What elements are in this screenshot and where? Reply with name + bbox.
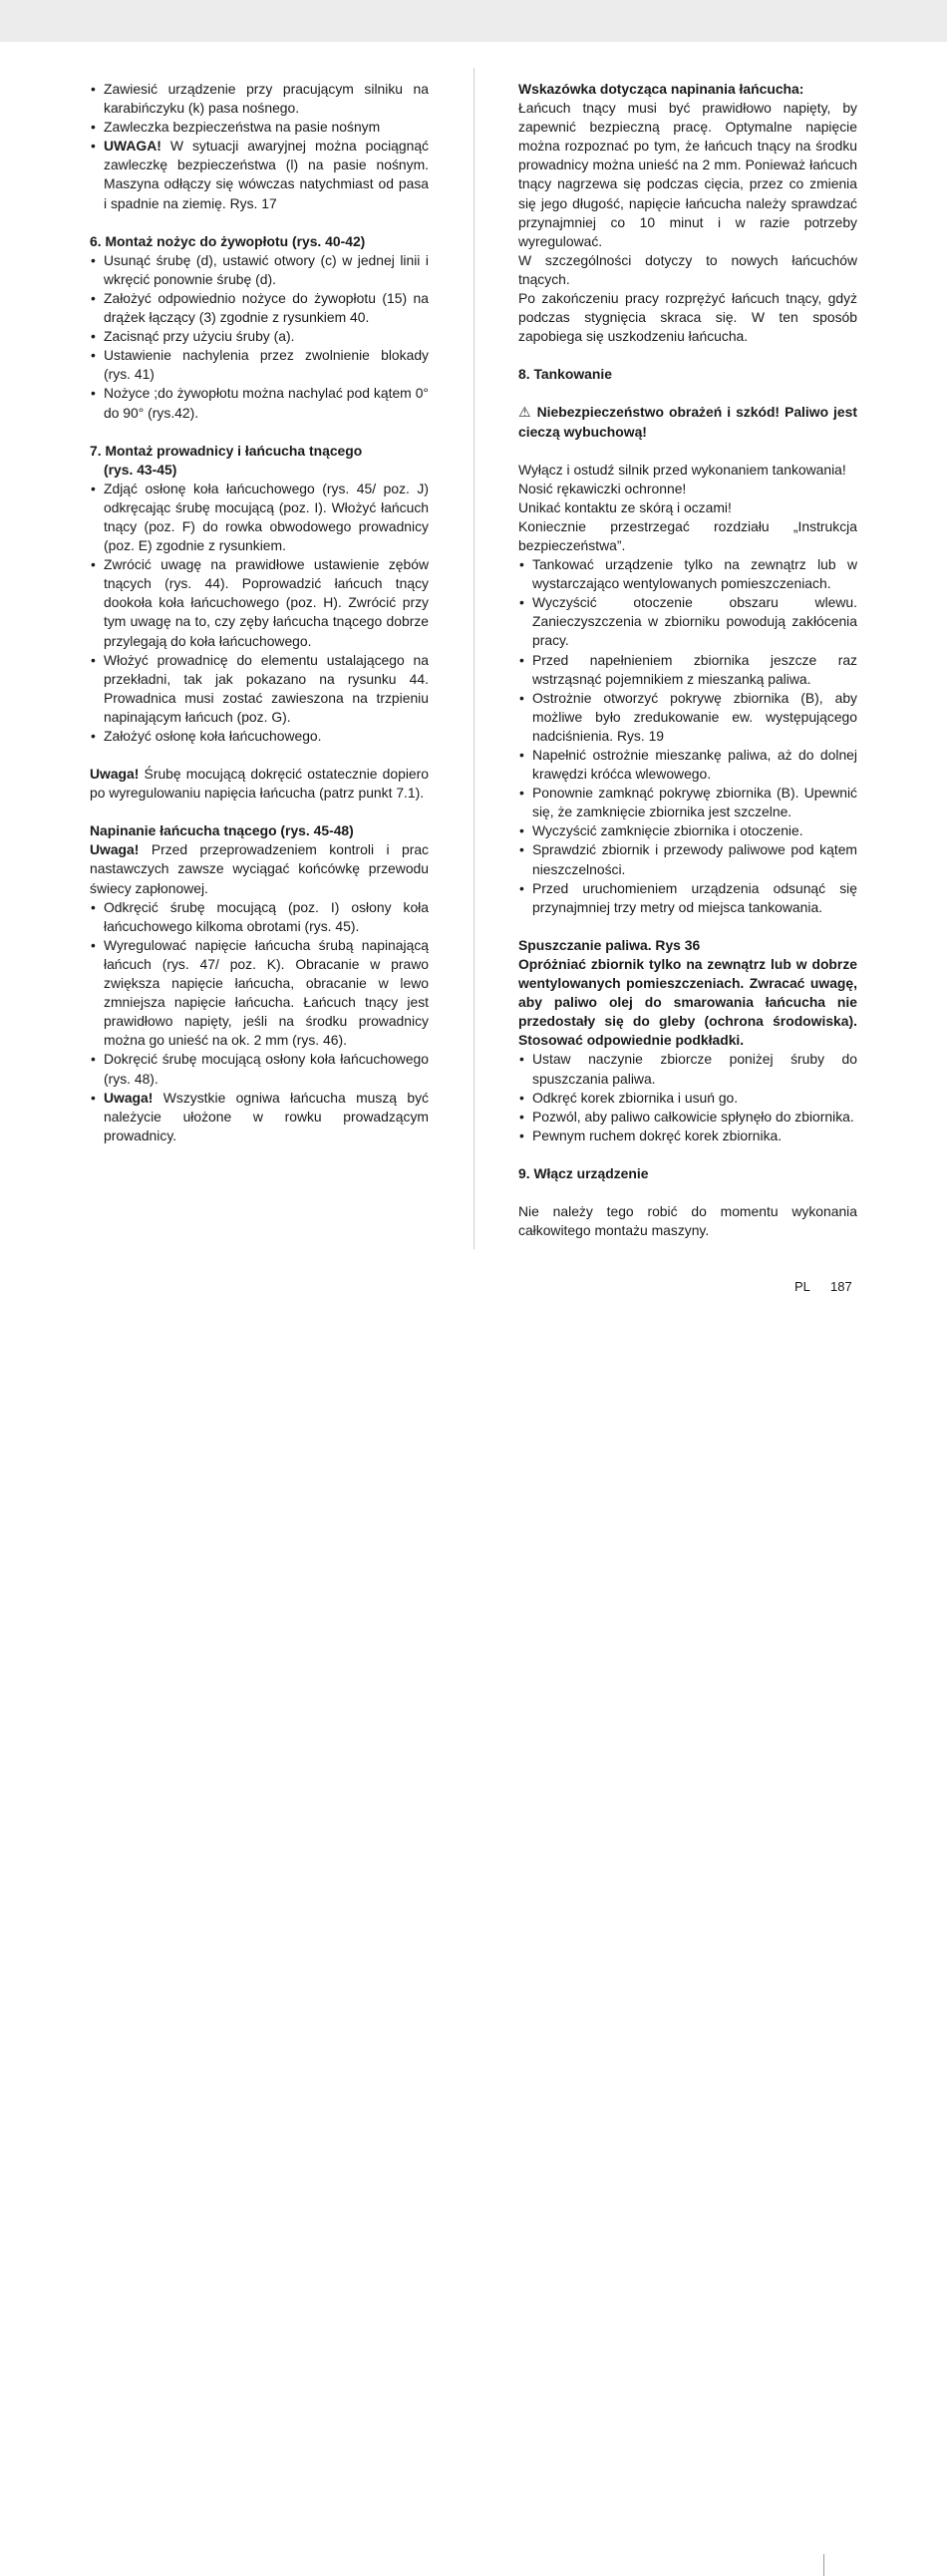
- section-6-title: 6. Montaż nożyc do żywopłotu (rys. 40-42): [90, 232, 366, 249]
- list-item: • Wyregulować napięcie łańcucha śrubą napinającą łańcuch (rys. 47/ poz. K). Obracanie w prawo zwiększa napięcie łańcucha, obracanie w lewo zmniejsza napięcie łańcucha. Łańcuch tnący jest prawidłowo napięty, jeśli na środku prowadnicy można go unieść na ok. 2 mm (rys. 46).: [90, 936, 429, 1051]
- list-item: • Włożyć prowadnicę do elementu ustalającego na przekładni, tak jak pokazano na rysunku 44. Prowadnica musi zostać zawieszona na trzpieniu napinającym łańcuch (poz. G).: [90, 651, 429, 727]
- right-column: [518, 80, 857, 1240]
- section-7-title: 7. Montaż prowadnicy i łańcucha tnącego: [90, 442, 363, 459]
- danger-warning-text: Niebezpieczeństwo obrażeń i szkód! Paliwo jest cieczą wybuchową!: [518, 404, 857, 440]
- section-7-list: [90, 480, 429, 746]
- hint-paragraph: Po zakończeniu pracy rozprężyć łańcuch tnący, gdyż podczas stygnięcia skraca się. W ten sposób zapobiega się uszkodzeniu łańcucha.: [518, 290, 857, 345]
- list-item: • Odkręcić śrubę mocującą (poz. I) osłony koła łańcuchowego kilkoma obrotami (rys. 45).: [90, 898, 429, 936]
- warning-text: W sytuacji awaryjnej można pociągnąć zawleczkę bezpieczeństwa (l) na pasie nośnym. Maszyna odłączy się wówczas natychmiast od pasa i spadnie na ziemię. Rys. 17: [104, 138, 429, 211]
- hint-paragraph: Łańcuch tnący musi być prawidłowo napięty, by zapewnić bezpieczną pracę. Optymalne napięcie można rozpoznać po tym, że łańcuch tnący na środku prowadnicy można unieść na 2 mm. Ponieważ łańcuch tnący nagrzewa się podczas cięcia, przez co zmienia się jego długość, napięcie łańcucha należy sprawdzać przynajmniej co 10 minut i w razie potrzeby wyregulować.: [518, 100, 857, 249]
- chain-tension-list: [90, 898, 429, 1145]
- section-8-list: [518, 555, 857, 917]
- list-item: • Przed uruchomieniem urządzenia odsunąć się przynajmniej trzy metry od miejsca tankowania.: [518, 879, 857, 917]
- footer-separator: [823, 2554, 824, 2576]
- hint-paragraph: W szczególności dotyczy to nowych łańcuchów tnących.: [518, 251, 857, 287]
- list-item: • Ustawienie nachylenia przez zwolnienie blokady (rys. 41): [90, 346, 429, 384]
- list-item: • Nożyce ;do żywopłotu można nachylać pod kątem 0° do 90° (rys.42).: [90, 384, 429, 422]
- section-9-text: Nie należy tego robić do momentu wykonania całkowitego montażu maszyny.: [518, 1202, 857, 1239]
- list-item: • Sprawdzić zbiornik i przewody paliwowe pod kątem nieszczelności.: [518, 840, 857, 878]
- list-item: • Zwrócić uwagę na prawidłowe ustawienie zębów tnących (rys. 44). Poprowadzić łańcuch tnący dookoła koła łańcuchowego (poz. H). Zwrócić przy tym uwagę na to, czy zęby łańcucha tnącego dobrze przylegają do koła łańcuchowego.: [90, 555, 429, 650]
- list-item: • Wyczyścić zamknięcie zbiornika i otoczenie.: [518, 821, 857, 840]
- list-item: • Napełnić ostrożnie mieszankę paliwa, aż do dolnej krawędzi króćca wlewowego.: [518, 746, 857, 784]
- list-item: • Pewnym ruchem dokręć korek zbiornika.: [518, 1127, 857, 1145]
- section-7-subtitle: (rys. 43-45): [104, 461, 177, 478]
- safety-line: Wyłącz i ostudź silnik przed wykonaniem tankowania!: [518, 461, 846, 478]
- drain-warning: Opróżniać zbiornik tylko na zewnątrz lub w dobrze wentylowanych pomieszczeniach. Zwracać uwagę, aby paliwo olej do smarowania łańcucha nie przedostały się do gleby (ochrona środowiska). Stosować odpowiednie podkładki.: [518, 955, 857, 1049]
- section-6-list: [90, 251, 429, 423]
- list-item: • Dokręcić śrubę mocującą osłony koła łańcuchowego (rys. 48).: [90, 1050, 429, 1088]
- section-9-title: 9. Włącz urządzenie: [518, 1164, 649, 1181]
- uwaga-note: [90, 765, 429, 803]
- safety-line: Koniecznie przestrzegać rozdziału „Instrukcja bezpieczeństwa”.: [518, 517, 857, 553]
- warning-label: UWAGA!: [104, 138, 161, 155]
- uwaga-label: Uwaga!: [90, 766, 140, 783]
- list-item: • Ostrożnie otworzyć pokrywę zbiornika (B), aby możliwe było zredukowanie ew. występującego nadciśnienia. Rys. 19: [518, 689, 857, 746]
- list-item: • Zdjąć osłonę koła łańcuchowego (rys. 45/ poz. J) odkręcając śrubę mocującą (poz. I). Włożyć łańcuch tnący (poz. F) do rowka obwodowego prowadnicy (poz. E) zgodnie z rysunkiem.: [90, 480, 429, 555]
- drain-title: Spuszczanie paliwa. Rys 36: [518, 936, 701, 953]
- list-item: • Założyć odpowiednio nożyce do żywopłotu (15) na drążek łączący (3) zgodnie z rysunkiem 40.: [90, 289, 429, 327]
- warning-triangle-icon: ⚠: [518, 404, 532, 421]
- intro-list: [90, 80, 429, 213]
- drain-list: [518, 1050, 857, 1144]
- list-item: • Wyczyścić otoczenie obszaru wlewu. Zanieczyszczenia w zbiorniku powodują zakłócenia pracy.: [518, 593, 857, 650]
- list-item: [90, 1089, 429, 1145]
- list-item: • Ustaw naczynie zbiorcze poniżej śruby do spuszczania paliwa.: [518, 1050, 857, 1088]
- top-header-band: [0, 0, 947, 42]
- danger-warning: [518, 403, 857, 441]
- list-item: • Zacisnąć przy użyciu śruby (a).: [90, 327, 429, 346]
- list-item: • Zawiesić urządzenie przy pracującym silniku na karabińczyku (k) pasa nośnego.: [90, 80, 429, 118]
- uwaga-label: Uwaga!: [90, 841, 140, 858]
- chain-tension-note: [90, 840, 429, 897]
- uwaga-text: Przed przeprowadzeniem kontroli i prac nastawczych zawsze wyciągać końcówkę przewodu świecy zapłonowej.: [90, 841, 429, 896]
- list-item: • Przed napełnieniem zbiornika jeszcze raz wstrząsnąć pojemnikiem z mieszanką paliwa.: [518, 651, 857, 689]
- chain-tension-title: Napinanie łańcucha tnącego (rys. 45-48): [90, 822, 354, 839]
- list-item: • Założyć osłonę koła łańcuchowego.: [90, 727, 429, 746]
- safety-line: Unikać kontaktu ze skórą i oczami!: [518, 498, 732, 515]
- section-8-title: 8. Tankowanie: [518, 366, 612, 383]
- list-item: • Odkręć korek zbiornika i usuń go.: [518, 1089, 857, 1108]
- language-code: PL: [794, 1279, 810, 1294]
- safety-line: Nosić rękawiczki ochronne!: [518, 480, 687, 496]
- list-item: [90, 137, 429, 212]
- list-item: • Usunąć śrubę (d), ustawić otwory (c) w jednej linii i wkręcić ponownie śrubę (d).: [90, 251, 429, 289]
- uwaga-text: Śrubę mocującą dokręcić ostatecznie dopiero po wyregulowaniu napięcia łańcucha (patrz punkt 7.1).: [90, 766, 429, 802]
- list-item: • Tankować urządzenie tylko na zewnątrz lub w wystarczająco wentylowanych pomieszczeniach.: [518, 555, 857, 593]
- page-number: 187: [830, 1279, 852, 1294]
- list-item: • Ponownie zamknąć pokrywę zbiornika (B). Upewnić się, że zamknięcie zbiornika jest szczelne.: [518, 784, 857, 821]
- uwaga-label: Uwaga!: [104, 1089, 154, 1106]
- left-column: [90, 80, 429, 1145]
- list-item: • Pozwól, aby paliwo całkowicie spłynęło do zbiornika.: [518, 1108, 857, 1127]
- list-item: • Zawleczka bezpieczeństwa na pasie nośnym: [90, 118, 429, 137]
- hint-title: Wskazówka dotycząca napinania łańcucha:: [518, 81, 804, 97]
- uwaga-text: Wszystkie ogniwa łańcucha muszą być należycie ułożone w rowku prowadzącym prowadnicy.: [104, 1089, 429, 1143]
